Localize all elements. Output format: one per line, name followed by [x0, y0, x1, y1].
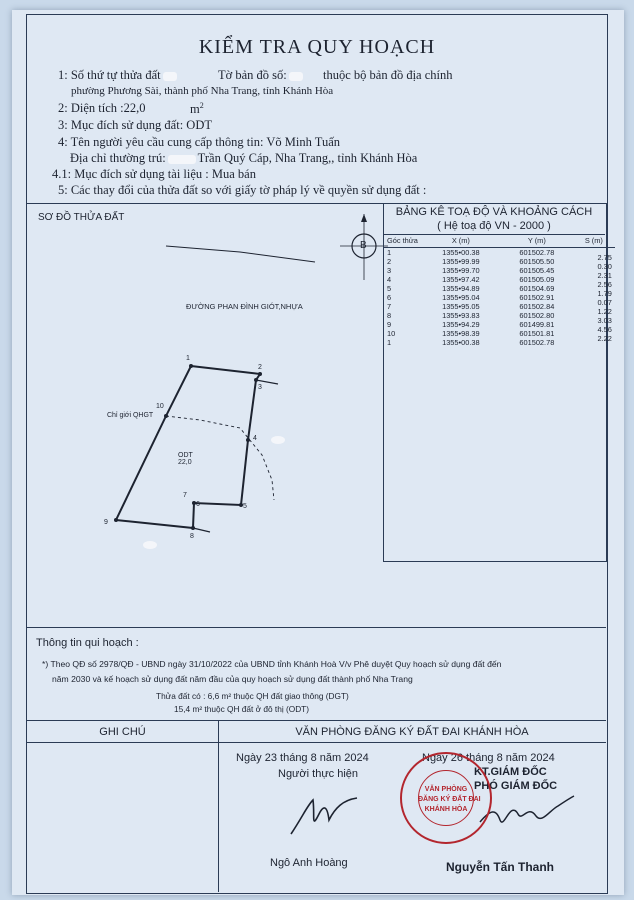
table-cell: 5 [387, 283, 392, 293]
table-cell: 3.03 [597, 315, 612, 325]
table-cell: 2.31 [597, 270, 612, 280]
table-cell: 4.56 [597, 324, 612, 334]
point-label: 6 [196, 501, 200, 508]
stamp-text: VĂN PHÒNG ĐĂNG KÝ ĐẤT ĐAI KHÁNH HÒA [418, 786, 481, 813]
table-cell: 1355•00.38 [442, 247, 480, 257]
table-cell: 1355•93.83 [442, 310, 480, 320]
table-cell: 601502.84 [519, 301, 555, 311]
table-header: Góc thửa [387, 236, 418, 246]
field-changes: 5: Các thay đổi của thửa đất so với giấy tờ pháp lý về quyền sử dụng đất : [58, 183, 427, 197]
table-cell: 601502.91 [519, 292, 555, 302]
table-cell: 1.22 [597, 306, 612, 316]
field-area: 2: Diện tích :22,0 [58, 101, 146, 115]
table-cell [573, 338, 615, 347]
field-ward: phường Phương Sài, thành phố Nha Trang, tỉnh Khánh Hòa [71, 85, 334, 97]
table-cell: 1355•95.04 [442, 292, 480, 302]
planning-line: năm 2030 và kế hoạch sử dụng đất năm đầu của quy hoạch sử dụng đất thành phố Nha Trang [52, 674, 413, 684]
left-role: Người thực hiện [278, 768, 359, 780]
field-area-unit: $m^2$ [190, 101, 204, 117]
right-role-2: PHÓ GIÁM ĐỐC [474, 780, 558, 792]
planning-line: Thửa đất có : 6,6 m² thuộc QH đất giao thông (DGT) [156, 691, 349, 701]
table-cell: 2.56 [597, 279, 612, 289]
coord-table-subtitle: ( Hệ toạ độ VN - 2000 ) [437, 220, 551, 232]
table-header: Y (m) [527, 236, 546, 246]
table-cell: 9 [387, 319, 392, 329]
table-cell: 0.30 [597, 261, 612, 271]
table-cell: 2.22 [597, 333, 612, 343]
point-label: 9 [104, 519, 108, 526]
table-row [384, 329, 615, 338]
table-row [384, 247, 615, 257]
table-cell: 1355•94.29 [442, 319, 480, 329]
table-cell: 10 [387, 328, 396, 338]
table-row [384, 257, 615, 266]
table-cell: 1355•97.42 [442, 274, 480, 284]
table-cell: 601499.81 [519, 319, 555, 329]
field-purpose: 4.1: Mục đích sử dụng tài liệu : Mua bán [52, 167, 256, 181]
road-label: ĐƯỜNG PHAN ĐÌNH GIÓT,NHỰA [186, 302, 303, 311]
table-row [384, 311, 615, 320]
field-requester: 4: Tên người yêu cầu cung cấp thông tin: Võ Minh Tuấn [58, 135, 341, 149]
table-cell: 601505.50 [519, 256, 555, 266]
table-cell: 7 [387, 301, 392, 311]
point-label: 8 [190, 533, 194, 540]
field-address: Địa chỉ thường trú: Trần Quý Cáp, Nha Trang,, tỉnh Khánh Hòa [70, 151, 418, 165]
parcel-label: ODT 22,0 [178, 452, 193, 466]
left-name: Ngô Anh Hoàng [270, 857, 348, 869]
table-cell: 2 [387, 256, 392, 266]
table-cell: 4 [387, 274, 392, 284]
table-row [384, 266, 615, 275]
table-cell: 1355•94.89 [442, 283, 480, 293]
left-date: Ngày 23 tháng 8 năm 2024 [236, 752, 369, 764]
planning-heading: Thông tin qui hoạch : [36, 637, 139, 649]
compass-label: B [360, 240, 367, 251]
table-cell: 601504.69 [519, 283, 555, 293]
table-row [384, 320, 615, 329]
table-header: X (m) [451, 236, 470, 246]
table-cell: 1355•99.70 [442, 265, 480, 275]
table-cell: 601502.80 [519, 310, 555, 320]
table-cell: 601502.78 [519, 337, 555, 347]
table-cell: 1 [387, 337, 392, 347]
table-cell: 601505.45 [519, 265, 555, 275]
point-label: 3 [258, 384, 262, 391]
point-label: 7 [183, 492, 187, 499]
table-cell: 8 [387, 310, 392, 320]
table-cell: 601501.81 [519, 328, 555, 338]
field-map-sheet: Tờ bản đồ số: [218, 68, 305, 83]
table-cell: 2.75 [597, 252, 612, 262]
right-date: Ngày 26 tháng 8 năm 2024 [422, 752, 555, 764]
table-cell: 1355•95.05 [442, 301, 480, 311]
right-role-1: KT.GIÁM ĐỐC [474, 766, 547, 778]
coord-table [384, 235, 615, 347]
field-map-set: thuộc bộ bản đồ địa chính [323, 68, 453, 82]
table-row [384, 275, 615, 284]
right-name: Nguyễn Tấn Thanh [446, 860, 554, 874]
signature-left [285, 786, 365, 846]
table-row [384, 284, 615, 293]
point-label: 4 [253, 435, 257, 442]
table-cell: 601502.78 [519, 247, 555, 257]
point-label: 2 [258, 364, 262, 371]
table-cell: 601505.09 [519, 274, 555, 284]
table-header: S (m) [584, 236, 603, 246]
note-heading: GHI CHÚ [99, 726, 146, 738]
point-label: 10 [156, 403, 164, 410]
point-label: 1 [186, 355, 190, 362]
table-cell: 3 [387, 265, 392, 275]
table-cell: 6 [387, 292, 392, 302]
table-cell: 1355•00.38 [442, 337, 480, 347]
table-cell: 1355•99.99 [442, 256, 480, 266]
table-row [384, 293, 615, 302]
table-row [384, 338, 615, 347]
field-land-use: 3: Mục đích sử dụng đất: ODT [58, 118, 212, 132]
table-cell: 1355•98.39 [442, 328, 480, 338]
planning-line: *) Theo QĐ số 2978/QĐ - UBND ngày 31/10/2022 của UBND tỉnh Khánh Hoà V/v Phê duyệt Quy hoạch sử dụng đất đến [42, 659, 502, 669]
coord-table-title: BẢNG KÊ TOẠ ĐỘ VÀ KHOẢNG CÁCH [395, 206, 593, 218]
boundary-label: Chỉ giới QHGT [107, 412, 154, 419]
table-cell: 1.79 [597, 288, 612, 298]
page-title: KIỂM TRA QUY HOẠCH [198, 36, 436, 58]
field-parcel-number: 1: Số thứ tự thửa đất [58, 68, 179, 83]
table-row [384, 302, 615, 311]
table-cell: 0.07 [597, 297, 612, 307]
diagram-heading: SƠ ĐỒ THỬA ĐẤT [38, 212, 125, 223]
point-label: 5 [243, 503, 247, 510]
office-heading: VĂN PHÒNG ĐĂNG KÝ ĐẤT ĐAI KHÁNH HÒA [295, 726, 529, 738]
planning-line: 15,4 m² thuộc QH đất ở đô thị (ODT) [174, 704, 310, 714]
table-cell: 1 [387, 247, 392, 257]
